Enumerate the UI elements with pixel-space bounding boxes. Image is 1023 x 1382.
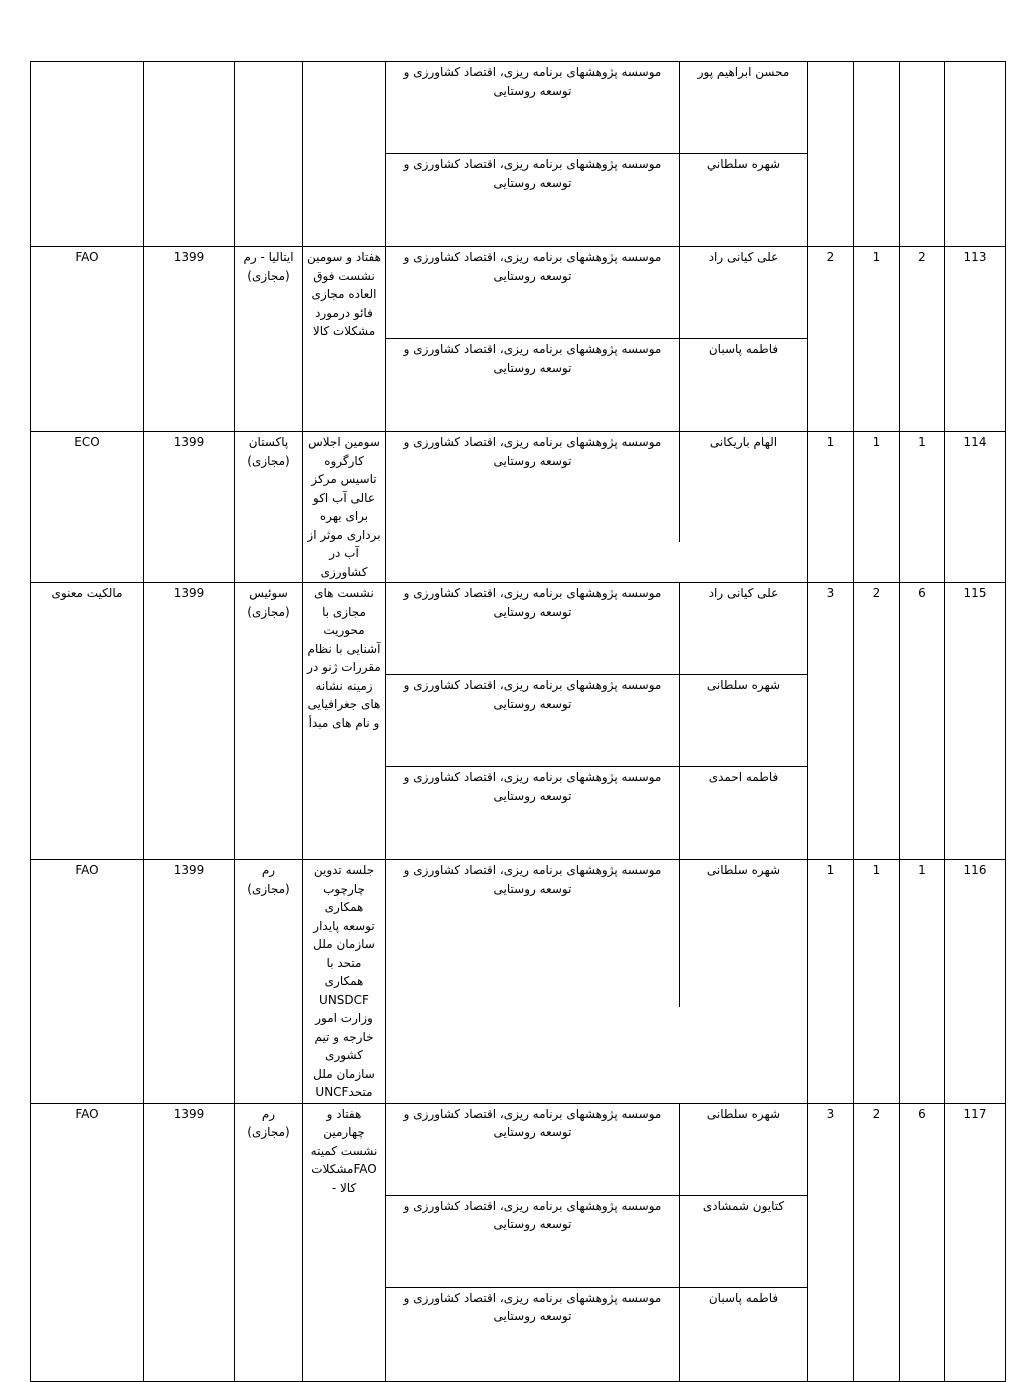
participant-organization: موسسه پژوهشهای برنامه ریزی، اقتصاد کشاورزی و توسعه روستایی xyxy=(403,1106,662,1139)
count-cell-a xyxy=(900,247,945,432)
count-cell-a-text: 2 xyxy=(918,250,926,264)
year-cell xyxy=(144,62,235,247)
participants-cell xyxy=(386,247,808,432)
count-cell-b-text: 1 xyxy=(872,863,881,877)
row-number-cell-text: 115 xyxy=(963,586,987,600)
row-number-cell-text: 116 xyxy=(963,863,987,877)
meeting-title-cell xyxy=(303,860,386,1104)
participant-row xyxy=(386,247,807,339)
count-cell-c-text: 3 xyxy=(826,1106,835,1121)
participant-row xyxy=(386,432,807,542)
table-row xyxy=(31,1103,1006,1381)
count-cell-c-text: 3 xyxy=(826,586,835,600)
participant-organization: موسسه پژوهشهای برنامه ریزی، اقتصاد کشاورزی و توسعه روستایی xyxy=(403,342,662,375)
location-cell xyxy=(235,860,303,1104)
participant-name: شهره سلطانی xyxy=(679,860,807,1007)
participant-organization: موسسه پژوهشهای برنامه ریزی، اقتصاد کشاورزی و توسعه روستایی xyxy=(403,1198,662,1231)
organization-cell xyxy=(31,62,144,247)
participants-list xyxy=(386,1104,807,1381)
participant-organization: موسسه پژوهشهای برنامه ریزی، اقتصاد کشاورزی و توسعه روستایی xyxy=(403,863,662,896)
location-cell xyxy=(235,247,303,432)
count-cell-b-text: 2 xyxy=(872,586,881,600)
organization-cell xyxy=(31,247,144,432)
participants-list xyxy=(386,860,807,1103)
count-cell-a-text: 6 xyxy=(918,1106,926,1121)
table-row xyxy=(31,62,1006,247)
participants-list xyxy=(386,62,807,246)
meeting-title-cell xyxy=(303,583,386,860)
participant-name: شهره سلطاني xyxy=(679,154,807,246)
count-cell-b xyxy=(854,1103,900,1381)
meeting-title-cell xyxy=(303,432,386,583)
year-cell-text: 1399 xyxy=(173,863,205,877)
participants-list xyxy=(386,247,807,431)
meeting-title-cell-text: هفتاد و چهارمین نشست کمیته FAOمشکلات کالا - xyxy=(310,1106,378,1195)
participant-name: فاطمه احمدی xyxy=(679,767,807,859)
meeting-title-cell xyxy=(303,1103,386,1381)
organization-cell xyxy=(31,1103,144,1381)
participant-name: علی کیانی راد xyxy=(679,583,807,674)
location-cell-text: رم (مجازی) xyxy=(247,1106,290,1139)
row-number-cell-text: 113 xyxy=(963,250,987,264)
table-row xyxy=(31,432,1006,583)
participant-row xyxy=(386,860,807,1007)
location-cell xyxy=(235,432,303,583)
participant-organization: موسسه پژوهشهای برنامه ریزی، اقتصاد کشاورزی و توسعه روستایی xyxy=(403,65,662,98)
participant-name: الهام باریکانی xyxy=(679,432,807,542)
count-cell-c-text: 2 xyxy=(826,250,835,264)
count-cell-c xyxy=(808,62,854,247)
participant-name: شهره سلطانی xyxy=(679,675,807,766)
table-row xyxy=(31,247,1006,432)
organization-cell-text: ECO xyxy=(74,435,100,449)
year-cell-text: 1399 xyxy=(173,586,205,600)
participants-list xyxy=(386,583,807,859)
count-cell-c-text: 1 xyxy=(826,435,835,449)
participant-row xyxy=(386,339,807,431)
count-cell-a xyxy=(900,860,945,1104)
location-cell xyxy=(235,1103,303,1381)
participant-name: فاطمه پاسبان xyxy=(679,1288,807,1381)
table-row xyxy=(31,860,1006,1104)
participant-organization: موسسه پژوهشهای برنامه ریزی، اقتصاد کشاورزی و توسعه روستایی xyxy=(403,678,662,711)
location-cell xyxy=(235,583,303,860)
participant-row xyxy=(386,583,807,675)
count-cell-b xyxy=(854,432,900,583)
year-cell-text: 1399 xyxy=(173,1106,205,1121)
count-cell-c-text: 1 xyxy=(826,863,835,877)
organization-cell-text: FAO xyxy=(75,863,99,877)
organization-cell-text: FAO xyxy=(75,250,99,264)
meeting-title-cell-text: جلسه تدوین چارچوب همکاری توسعه پایدار سازمان ملل متحد با همکاری UNSDCF وزارت امور خارجه و تیم کشوری سازمان ملل متحدUNCF xyxy=(313,863,375,1099)
participant-organization: موسسه پژوهشهای برنامه ریزی، اقتصاد کشاورزی و توسعه روستایی xyxy=(403,770,662,803)
count-cell-a-text: 6 xyxy=(918,586,926,600)
row-number-cell xyxy=(945,860,1006,1104)
count-cell-c xyxy=(808,860,854,1104)
participants-cell xyxy=(386,432,808,583)
count-cell-b-text: 1 xyxy=(872,435,881,449)
participant-organization: موسسه پژوهشهای برنامه ریزی، اقتصاد کشاورزی و توسعه روستایی xyxy=(403,435,662,468)
participant-row xyxy=(386,62,807,154)
location-cell-text: سوئیس (مجازی) xyxy=(247,586,290,619)
participant-name: فاطمه پاسبان xyxy=(679,339,807,431)
participant-row xyxy=(386,1104,807,1196)
location-cell-text: پاکستان (مجازی) xyxy=(247,435,290,468)
organization-cell-text: FAO xyxy=(75,1106,99,1121)
count-cell-b xyxy=(854,860,900,1104)
missions-table xyxy=(30,61,1006,1382)
count-cell-c xyxy=(808,583,854,860)
row-number-cell-text: 117 xyxy=(963,1106,987,1121)
participant-organization: موسسه پژوهشهای برنامه ریزی، اقتصاد کشاورزی و توسعه روستایی xyxy=(403,157,662,190)
year-cell xyxy=(144,432,235,583)
participant-name: علی کیانی راد xyxy=(679,247,807,338)
location-cell-text: ایتالیا - رم (مجازی) xyxy=(243,250,294,283)
count-cell-c xyxy=(808,1103,854,1381)
count-cell-b xyxy=(854,62,900,247)
row-number-cell-text: 114 xyxy=(963,435,987,449)
participant-organization: موسسه پژوهشهای برنامه ریزی، اقتصاد کشاورزی و توسعه روستایی xyxy=(403,250,662,283)
count-cell-b-text: 1 xyxy=(872,250,881,264)
participant-row xyxy=(386,767,807,859)
meeting-title-cell xyxy=(303,62,386,247)
participants-list xyxy=(386,432,807,582)
count-cell-b-text: 2 xyxy=(872,1106,881,1121)
participant-row xyxy=(386,154,807,246)
organization-cell xyxy=(31,583,144,860)
meeting-title-cell-text: سومین اجلاس کارگروه تاسیس مرکز عالی آب اکو برای بهره برداری موثر از آب در کشاورزی xyxy=(307,435,381,579)
meeting-title-cell-text: هفتاد و سومین نشست فوق العاده مجازی فائو درمورد مشکلات کالا xyxy=(307,250,381,338)
count-cell-a xyxy=(900,1103,945,1381)
participant-organization: موسسه پژوهشهای برنامه ریزی، اقتصاد کشاورزی و توسعه روستایی xyxy=(403,1290,662,1323)
participants-cell xyxy=(386,583,808,860)
count-cell-c xyxy=(808,432,854,583)
row-number-cell xyxy=(945,432,1006,583)
row-number-cell xyxy=(945,247,1006,432)
meeting-title-cell xyxy=(303,247,386,432)
year-cell xyxy=(144,583,235,860)
row-number-cell xyxy=(945,583,1006,860)
year-cell xyxy=(144,247,235,432)
count-cell-c xyxy=(808,247,854,432)
count-cell-a xyxy=(900,432,945,583)
participant-row xyxy=(386,1288,807,1381)
table-body xyxy=(31,62,1006,1382)
organization-cell xyxy=(31,860,144,1104)
year-cell-text: 1399 xyxy=(173,250,205,264)
participant-name: کتایون شمشادی xyxy=(679,1196,807,1287)
participants-cell xyxy=(386,1103,808,1381)
participants-cell xyxy=(386,860,808,1104)
location-cell xyxy=(235,62,303,247)
row-number-cell xyxy=(945,1103,1006,1381)
organization-cell-text: مالکیت معنوی xyxy=(51,586,123,600)
participant-row xyxy=(386,675,807,767)
meeting-title-cell-text: نشست های مجازی با محوریت آشنایی با نظام مقررات ژنو در زمینه نشانه های جغرافیایی و نام های مبدأ xyxy=(307,586,381,730)
participant-organization: موسسه پژوهشهای برنامه ریزی، اقتصاد کشاورزی و توسعه روستایی xyxy=(403,586,662,619)
organization-cell xyxy=(31,432,144,583)
year-cell-text: 1399 xyxy=(173,435,205,449)
count-cell-a-text: 1 xyxy=(918,435,926,449)
participant-name: شهره سلطانی xyxy=(679,1104,807,1195)
participant-row xyxy=(386,1196,807,1288)
participants-cell xyxy=(386,62,808,247)
year-cell xyxy=(144,860,235,1104)
count-cell-a xyxy=(900,583,945,860)
participant-name: محسن ابراهیم پور xyxy=(679,62,807,153)
count-cell-b xyxy=(854,583,900,860)
location-cell-text: رم (مجازی) xyxy=(247,863,290,896)
count-cell-b xyxy=(854,247,900,432)
year-cell xyxy=(144,1103,235,1381)
count-cell-a xyxy=(900,62,945,247)
table-row xyxy=(31,583,1006,860)
row-number-cell xyxy=(945,62,1006,247)
count-cell-a-text: 1 xyxy=(918,863,926,877)
